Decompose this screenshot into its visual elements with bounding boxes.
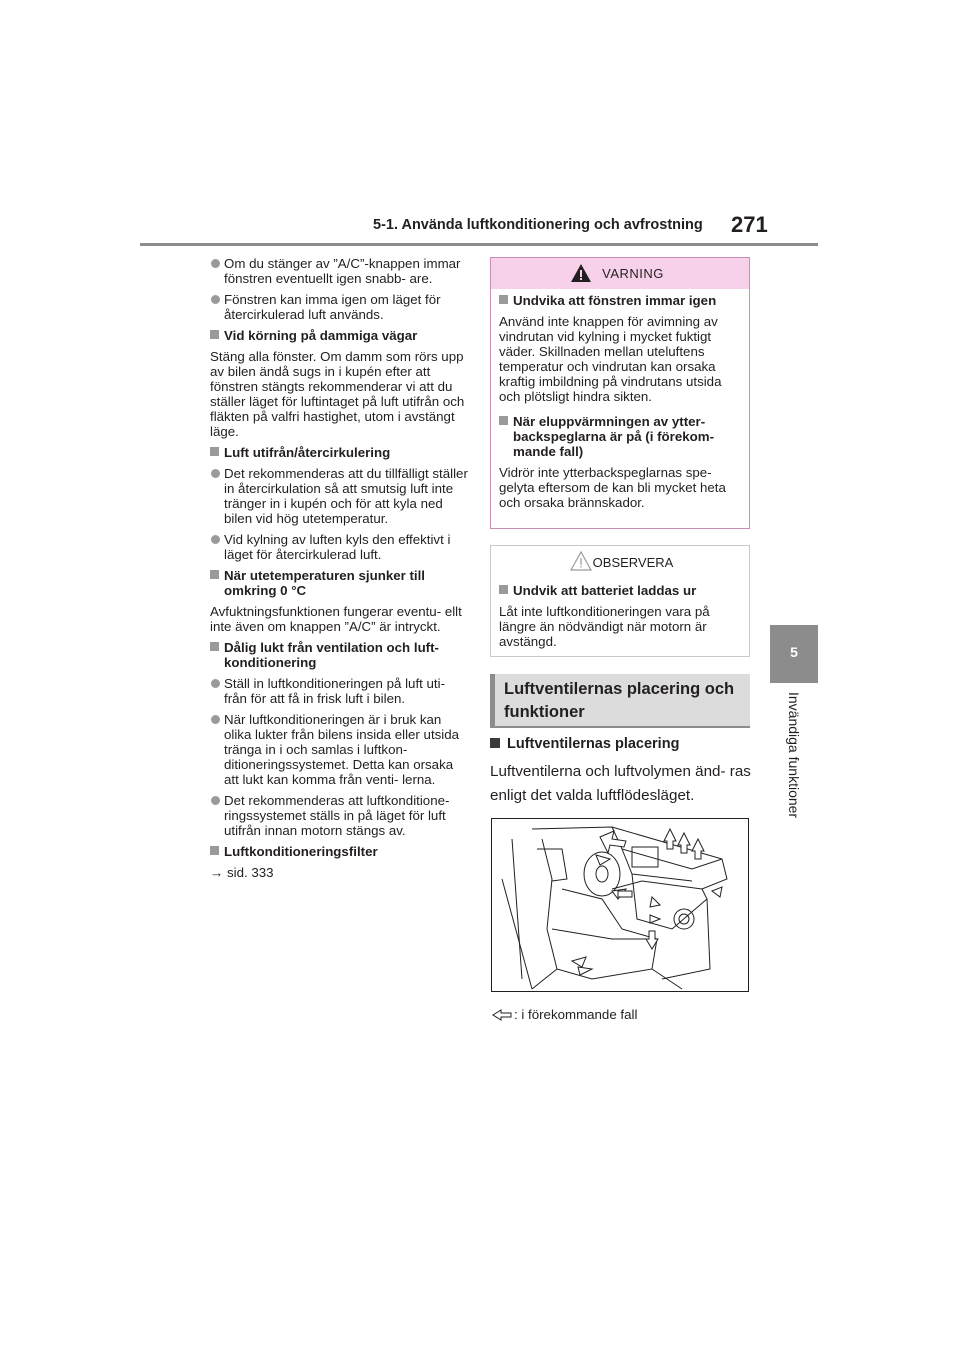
page-number: 271 bbox=[731, 212, 768, 237]
paragraph: Stäng alla fönster. Om damm som rörs upp av bilen ändå sugs in i kupén efter att fönstren stängts rekommenderar vi att du ställer läget för luftintaget på luft utifrån och fläkten på valfri hastighet, utom i avstängt läge. bbox=[210, 349, 465, 439]
bullet-item: När luftkonditioneringen är i bruk kan olika lukter från bilens insida eller utsida tränga in i och samlas i luftkon- ditioneringssystemet. Detta kan orsaka att lukt kan komma från venti- lerna. bbox=[210, 712, 468, 787]
chapter-tab[interactable] bbox=[770, 625, 818, 683]
paragraph: Använd inte knappen för avimning av vindrutan vid kylning i mycket fuktigt väder. Skillnaden mellan uteluftens temperatur och vindrutan kan orsaka kraftig imbildning på vindrutans utsida och plötsligt hindra sikten. bbox=[499, 314, 722, 404]
chapter-label: Invändiga funktioner bbox=[786, 692, 802, 819]
subheading-item: Undvika att fönstren immar igen bbox=[499, 293, 741, 308]
notice-label: OBSERVERA bbox=[592, 555, 674, 570]
bullet-item: Ställ in luftkonditioneringen på luft uti- från för att få in frisk luft i bilen. bbox=[210, 676, 468, 706]
arrow-outline-icon bbox=[492, 1009, 512, 1021]
chapter-number: 5 bbox=[790, 644, 798, 660]
warning-box bbox=[490, 257, 750, 529]
section-title: Luftventilernas placering och funktioner bbox=[504, 680, 735, 721]
bullet-item: Det rekommenderas att luftkonditione- ringssystemet ställs in på läget för luft utifrån innan motorn stängs av. bbox=[210, 793, 468, 838]
warning-label: VARNING bbox=[602, 266, 664, 281]
paragraph: Avfuktningsfunktionen fungerar eventu- ellt inte även om knappen ”A/C” är intryckt. bbox=[210, 604, 462, 634]
section-text: Luftventilerna och luftvolymen änd- ras enligt det valda luftflödesläget. bbox=[490, 763, 751, 804]
notice-body bbox=[491, 579, 749, 649]
page-reference: → sid. 333 bbox=[210, 865, 274, 880]
bullet-item: Om du stänger av ”A/C”-knappen immar fönstren eventuellt igen snabb- are. bbox=[210, 256, 468, 286]
subheading: Luftventilernas placering bbox=[490, 736, 679, 752]
paragraph: Låt inte luftkonditioneringen vara på längre än nödvändigt när motorn är avstängd. bbox=[499, 604, 710, 649]
bullet-item: Vid kylning av luften kyls den effektivt i läget för återcirkulerad luft. bbox=[210, 532, 468, 562]
car-interior-drawing bbox=[492, 819, 748, 991]
subheading-item: Dålig lukt från ventilation och luft- konditionering bbox=[210, 640, 468, 670]
section-heading-bar bbox=[490, 674, 750, 728]
warning-header bbox=[491, 258, 749, 289]
legend-text: : i förekommande fall bbox=[514, 1007, 638, 1022]
warning-body bbox=[491, 289, 749, 510]
paragraph: Vidrör inte ytterbackspeglarnas spe- gelyta eftersom de kan bli mycket heta och orsaka brännskador. bbox=[499, 465, 726, 510]
subheading-item: Luftkonditioneringsfilter bbox=[210, 844, 468, 859]
notice-header bbox=[491, 546, 749, 579]
running-header-title: 5-1. Använda luftkonditionering och avfrostning bbox=[373, 217, 703, 233]
notice-box bbox=[490, 545, 750, 657]
bullet-item: Fönstren kan imma igen om läget för återcirkulerad luft används. bbox=[210, 292, 468, 322]
subheading-item: Luft utifrån/återcirkulering bbox=[210, 445, 468, 460]
subheading-item: Vid körning på dammiga vägar bbox=[210, 328, 468, 343]
legend bbox=[492, 1007, 637, 1022]
left-column bbox=[210, 256, 468, 886]
header-divider bbox=[140, 243, 818, 246]
subheading-item: Undvik att batteriet laddas ur bbox=[499, 583, 741, 598]
vent-location-illustration bbox=[491, 818, 749, 992]
subheading-item: När eluppvärmningen av ytter- backspeglarna är på (i förekom- mande fall) bbox=[499, 414, 741, 459]
subheading-item: När utetemperaturen sjunker till omkring 0 °C bbox=[210, 568, 468, 598]
bullet-item: Det rekommenderas att du tillfälligt ställer in återcirkulation så att smutsig luft inte tränger in i kupén och för att kyla ned bilen vid hög utetemperatur. bbox=[210, 466, 468, 526]
